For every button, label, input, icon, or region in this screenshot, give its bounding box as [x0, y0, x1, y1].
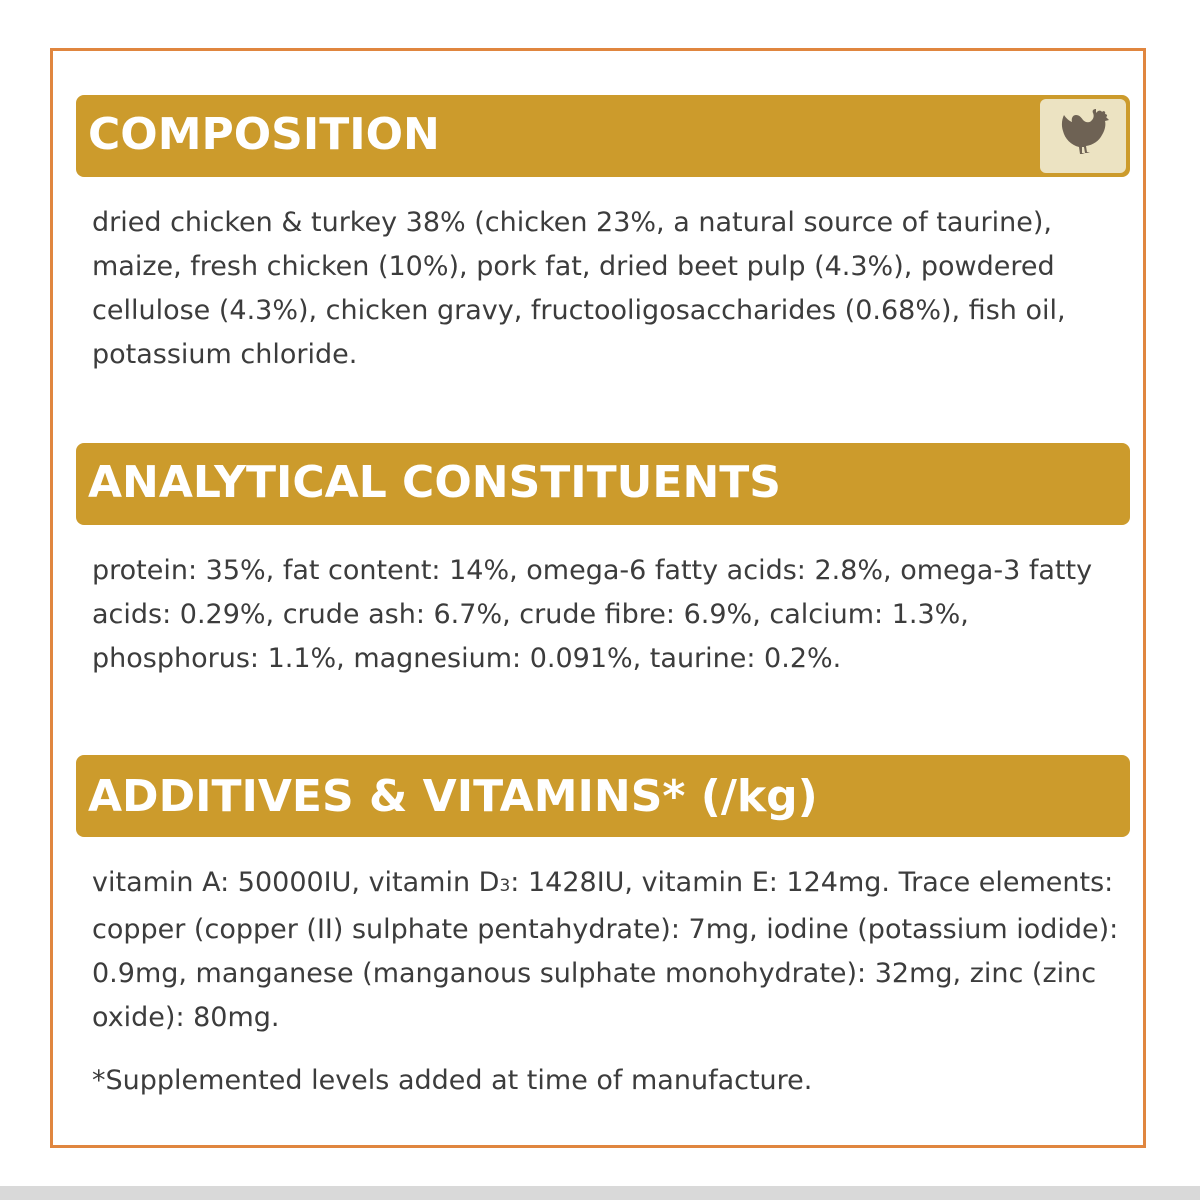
chicken-icon-box — [1040, 99, 1126, 173]
footnote: *Supplemented levels added at time of manufacture. — [92, 1065, 813, 1096]
analytical-heading: ANALYTICAL CONSTITUENTS — [88, 457, 781, 508]
additives-text-part2: : 1428IU, vitamin E: 124mg. Trace elements: copper (copper (II) sulphate pentahydrate): 7mg, iodine (potassium iodide): 0.9mg, manganese (manganous sulphate monohydrate): 32mg, zinc (zinc oxide): 80mg. — [92, 867, 1119, 1033]
additives-subscript: 3 — [499, 876, 511, 896]
composition-header — [76, 95, 1130, 177]
additives-text-part1: vitamin A: 50000IU, vitamin D — [92, 867, 500, 898]
analytical-text: protein: 35%, fat content: 14%, omega-6 fatty acids: 2.8%, omega-3 fatty acids: 0.29%, crude ash: 6.7%, crude fibre: 6.9%, calcium: 1.3%, phosphorus: 1.1%, magnesium: 0.091%, taurine: 0.2%. — [92, 555, 1093, 674]
additives-header — [76, 755, 1130, 837]
bottom-strip — [0, 1186, 1200, 1200]
composition-text: dried chicken & turkey 38% (chicken 23%, a natural source of taurine), maize, fresh chicken (10%), pork fat, dried beet pulp (4.3%), powdered cellulose (4.3%), chicken gravy, fructooligosaccharides (0.68%), fish oil, potassium chloride. — [92, 207, 1066, 370]
composition-heading: COMPOSITION — [88, 109, 440, 160]
ingredients-panel — [50, 48, 1146, 1148]
additives-text — [92, 861, 1122, 1040]
additives-heading: ADDITIVES & VITAMINS* (/kg) — [88, 771, 818, 822]
chicken-icon — [1052, 105, 1114, 167]
analytical-header — [76, 443, 1130, 525]
